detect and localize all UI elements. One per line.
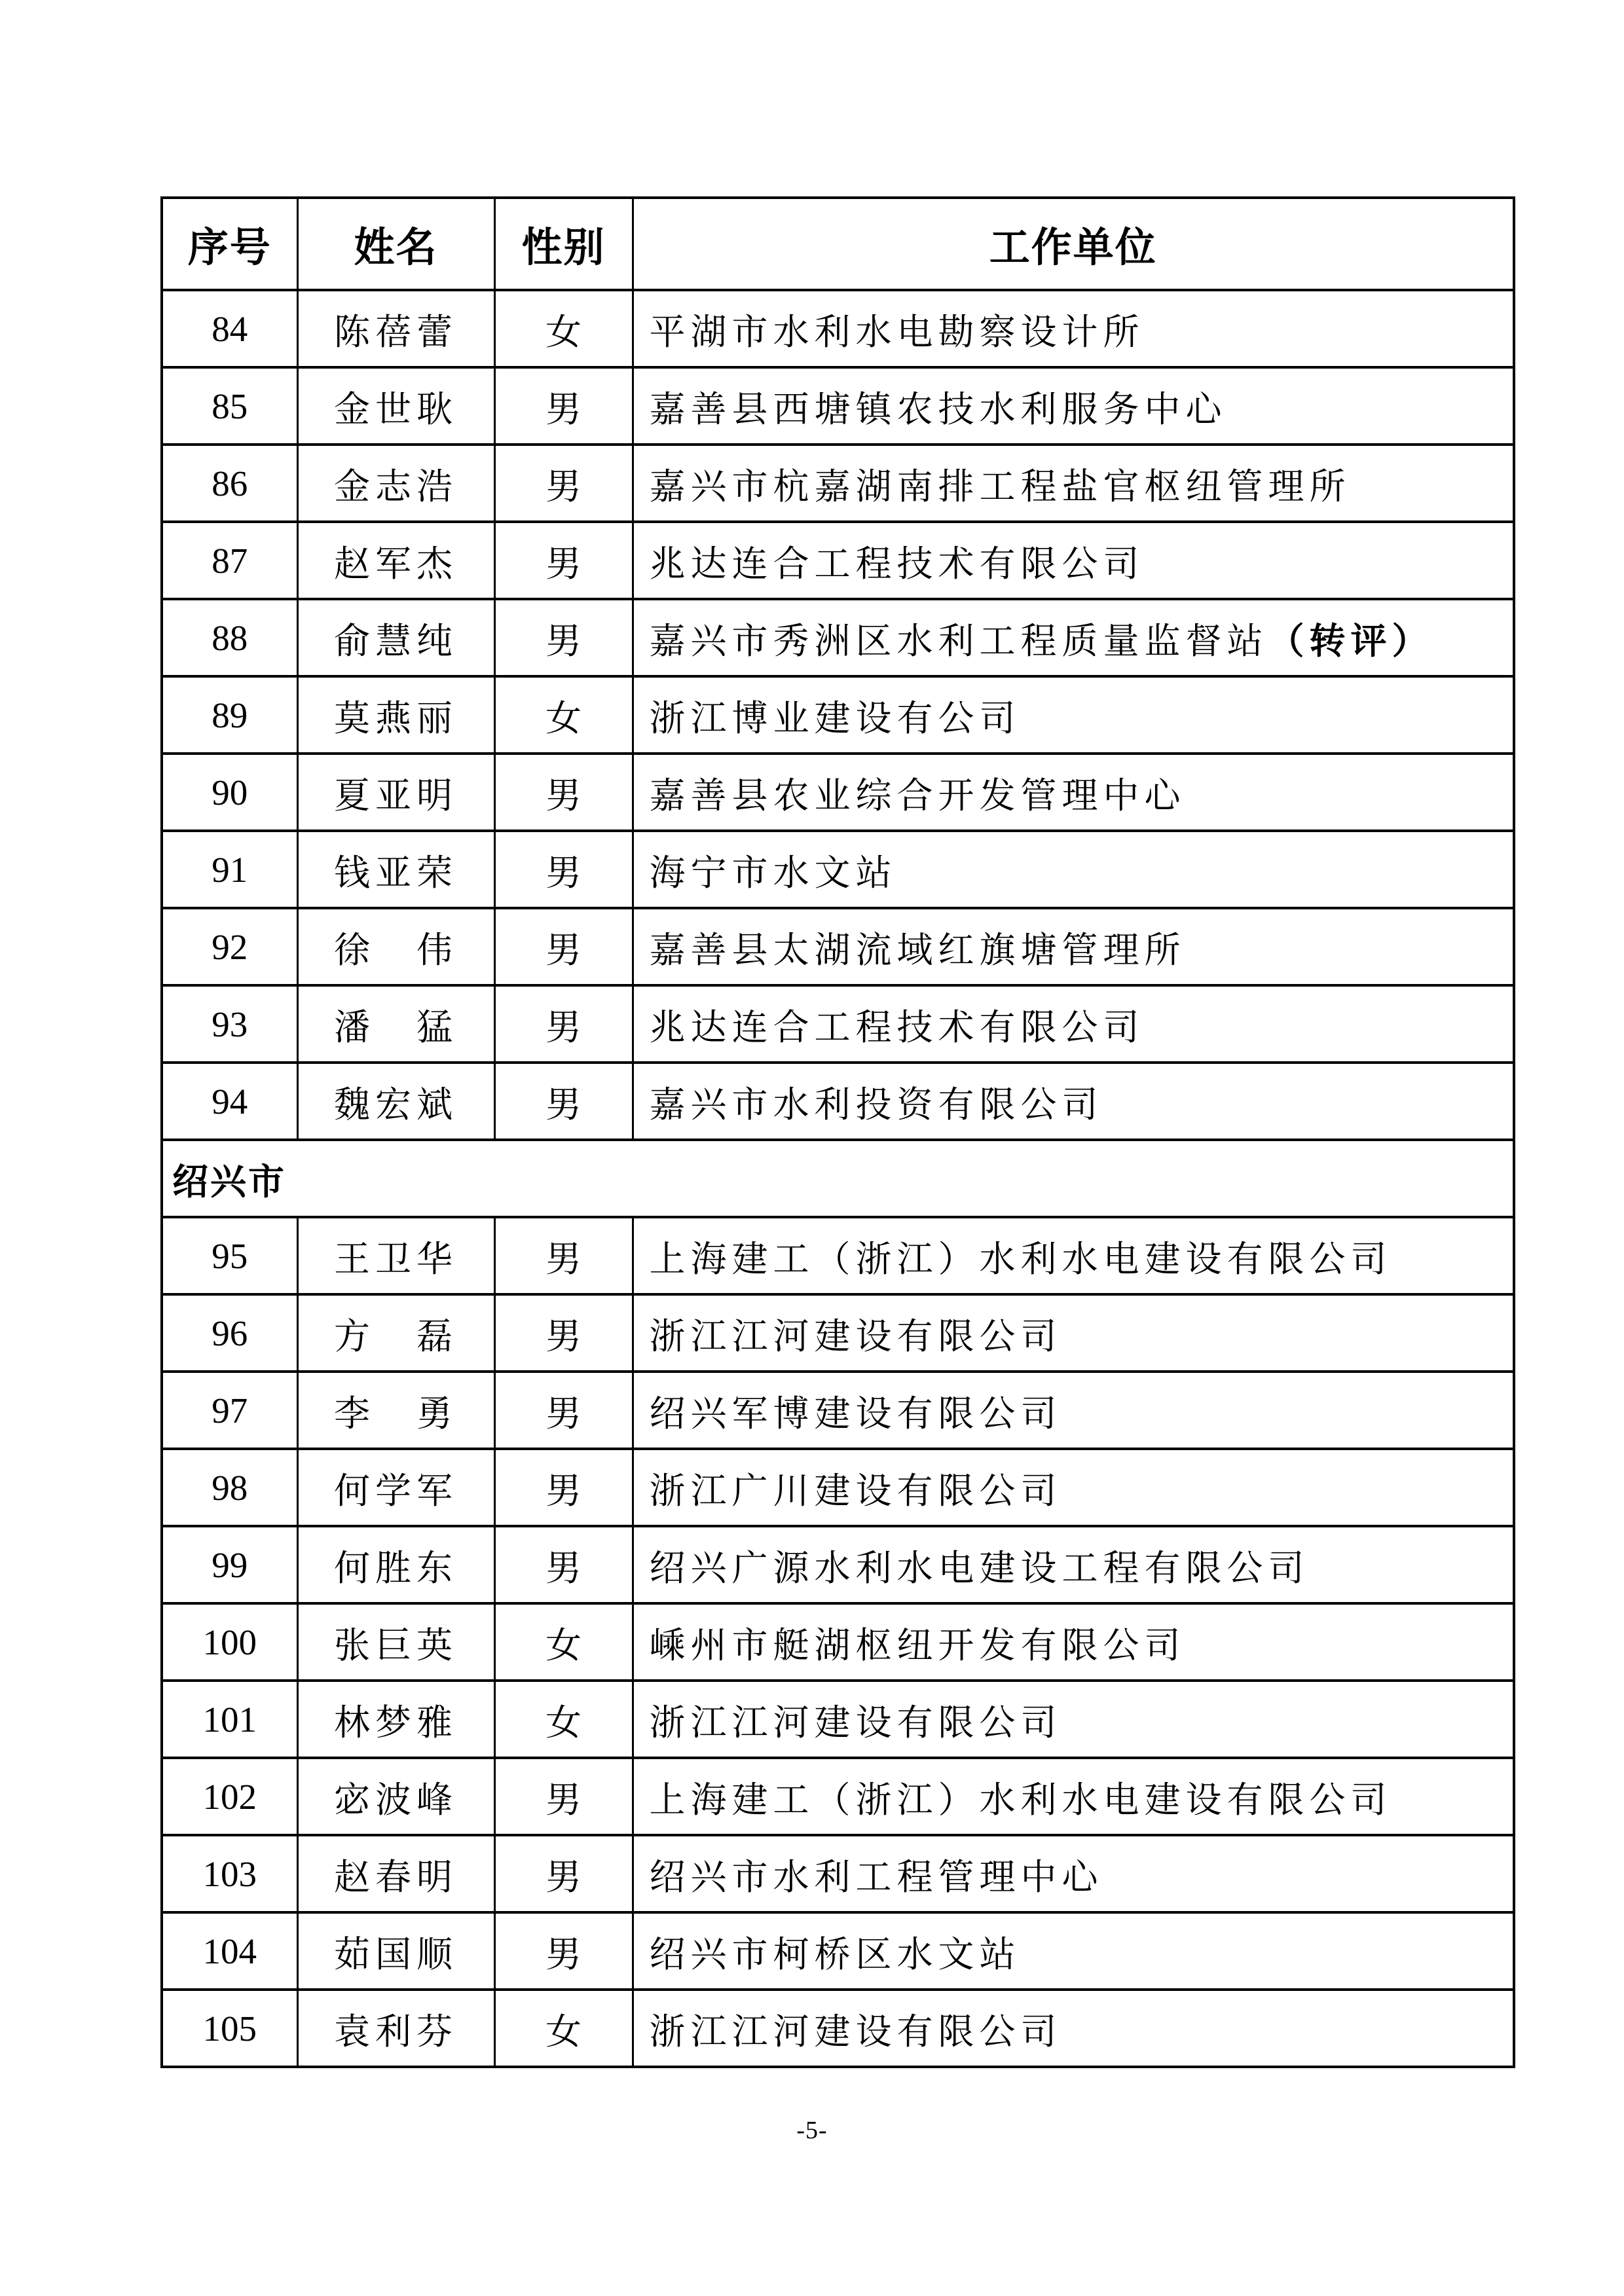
cell-name: 潘 猛 xyxy=(297,985,494,1063)
cell-work-unit xyxy=(633,445,1514,522)
cell-gender: 男 xyxy=(494,1294,633,1372)
cell-serial-number: 101 xyxy=(162,1681,297,1758)
cell-name: 俞慧纯 xyxy=(297,599,494,676)
table-row xyxy=(162,985,1514,1063)
table-row xyxy=(162,599,1514,676)
cell-name: 方 磊 xyxy=(297,1294,494,1372)
work-unit-text: 兆达连合工程技术有限公司 xyxy=(649,1007,1145,1048)
cell-work-unit xyxy=(633,1294,1514,1372)
cell-name: 金志浩 xyxy=(297,445,494,522)
cell-serial-number: 88 xyxy=(162,599,297,676)
cell-gender: 男 xyxy=(494,445,633,522)
table-row xyxy=(162,1294,1514,1372)
work-unit-text: 嘉兴市秀洲区水利工程质量监督站 xyxy=(649,621,1268,661)
col-header-gender: 性别 xyxy=(494,198,633,290)
cell-name: 陈蓓蕾 xyxy=(297,290,494,367)
work-unit-note: （转评） xyxy=(1268,620,1433,661)
cell-serial-number: 86 xyxy=(162,445,297,522)
work-unit-text: 海宁市水文站 xyxy=(649,852,897,893)
cell-serial-number: 92 xyxy=(162,908,297,985)
cell-name: 茹国顺 xyxy=(297,1912,494,1990)
cell-name: 徐 伟 xyxy=(297,908,494,985)
work-unit-text: 嘉善县西塘镇农技水利服务中心 xyxy=(649,389,1227,429)
cell-name: 林梦雅 xyxy=(297,1681,494,1758)
cell-gender: 女 xyxy=(494,1990,633,2067)
work-unit-text: 绍兴军博建设有限公司 xyxy=(649,1393,1062,1434)
cell-serial-number: 85 xyxy=(162,367,297,445)
cell-work-unit xyxy=(633,1372,1514,1449)
cell-serial-number: 97 xyxy=(162,1372,297,1449)
work-unit-text: 嘉善县农业综合开发管理中心 xyxy=(649,775,1186,816)
col-header-name: 姓名 xyxy=(297,198,494,290)
table-row xyxy=(162,367,1514,445)
cell-serial-number: 103 xyxy=(162,1835,297,1912)
cell-serial-number: 95 xyxy=(162,1217,297,1294)
cell-serial-number: 102 xyxy=(162,1758,297,1835)
work-unit-text: 上海建工（浙江）水利水电建设有限公司 xyxy=(649,1779,1392,1820)
table-row xyxy=(162,1835,1514,1912)
table-header xyxy=(162,198,1514,290)
cell-serial-number: 104 xyxy=(162,1912,297,1990)
work-unit-text: 上海建工（浙江）水利水电建设有限公司 xyxy=(649,1239,1392,1279)
cell-work-unit xyxy=(633,599,1514,676)
table-row xyxy=(162,1758,1514,1835)
cell-serial-number: 89 xyxy=(162,676,297,754)
table-row xyxy=(162,676,1514,754)
table-row xyxy=(162,1372,1514,1449)
work-unit-text: 嘉兴市杭嘉湖南排工程盐官枢纽管理所 xyxy=(649,466,1351,507)
cell-serial-number: 98 xyxy=(162,1449,297,1526)
work-unit-text: 兆达连合工程技术有限公司 xyxy=(649,543,1145,584)
cell-work-unit xyxy=(633,754,1514,831)
cell-work-unit xyxy=(633,985,1514,1063)
work-unit-text: 浙江江河建设有限公司 xyxy=(649,1702,1062,1743)
cell-gender: 男 xyxy=(494,754,633,831)
cell-gender: 男 xyxy=(494,367,633,445)
table-row xyxy=(162,1449,1514,1526)
cell-work-unit xyxy=(633,1835,1514,1912)
table-row xyxy=(162,1063,1514,1140)
cell-serial-number: 90 xyxy=(162,754,297,831)
cell-gender: 男 xyxy=(494,1835,633,1912)
work-unit-text: 绍兴广源水利水电建设工程有限公司 xyxy=(649,1548,1310,1588)
cell-serial-number: 94 xyxy=(162,1063,297,1140)
cell-gender: 男 xyxy=(494,1449,633,1526)
work-unit-text: 浙江江河建设有限公司 xyxy=(649,2011,1062,2052)
cell-gender: 男 xyxy=(494,599,633,676)
table-row xyxy=(162,1526,1514,1603)
cell-serial-number: 93 xyxy=(162,985,297,1063)
work-unit-text: 绍兴市柯桥区水文站 xyxy=(649,1934,1021,1975)
cell-serial-number: 96 xyxy=(162,1294,297,1372)
cell-name: 魏宏斌 xyxy=(297,1063,494,1140)
cell-work-unit xyxy=(633,1449,1514,1526)
cell-work-unit xyxy=(633,1603,1514,1681)
cell-work-unit xyxy=(633,1912,1514,1990)
col-header-no: 序号 xyxy=(162,198,297,290)
table-row xyxy=(162,1912,1514,1990)
work-unit-text: 嘉兴市水利投资有限公司 xyxy=(649,1084,1103,1125)
table-row xyxy=(162,1681,1514,1758)
cell-gender: 女 xyxy=(494,290,633,367)
cell-work-unit xyxy=(633,1990,1514,2067)
page-number: -5- xyxy=(796,2117,828,2144)
cell-gender: 女 xyxy=(494,1681,633,1758)
cell-name: 莫燕丽 xyxy=(297,676,494,754)
cell-serial-number: 84 xyxy=(162,290,297,367)
cell-serial-number: 105 xyxy=(162,1990,297,2067)
table-body xyxy=(162,290,1514,2067)
table-row xyxy=(162,1990,1514,2067)
cell-gender: 男 xyxy=(494,1372,633,1449)
cell-gender: 男 xyxy=(494,831,633,908)
cell-serial-number: 87 xyxy=(162,522,297,599)
cell-gender: 女 xyxy=(494,1603,633,1681)
table-row xyxy=(162,1603,1514,1681)
header-row xyxy=(162,198,1514,290)
table-row xyxy=(162,522,1514,599)
work-unit-text: 浙江广川建设有限公司 xyxy=(649,1470,1062,1511)
cell-work-unit xyxy=(633,676,1514,754)
section-label: 绍兴市 xyxy=(162,1140,1514,1217)
cell-serial-number: 100 xyxy=(162,1603,297,1681)
table-row xyxy=(162,754,1514,831)
cell-name: 赵军杰 xyxy=(297,522,494,599)
cell-work-unit xyxy=(633,908,1514,985)
cell-name: 袁利芬 xyxy=(297,1990,494,2067)
cell-serial-number: 99 xyxy=(162,1526,297,1603)
cell-name: 张巨英 xyxy=(297,1603,494,1681)
table-row xyxy=(162,831,1514,908)
cell-gender: 男 xyxy=(494,1912,633,1990)
cell-gender: 女 xyxy=(494,676,633,754)
cell-name: 何胜东 xyxy=(297,1526,494,1603)
cell-work-unit xyxy=(633,1526,1514,1603)
cell-gender: 男 xyxy=(494,908,633,985)
cell-gender: 男 xyxy=(494,1063,633,1140)
section-row xyxy=(162,1140,1514,1217)
table-row xyxy=(162,445,1514,522)
cell-gender: 男 xyxy=(494,1526,633,1603)
cell-work-unit xyxy=(633,1758,1514,1835)
cell-gender: 男 xyxy=(494,985,633,1063)
work-unit-text: 嵊州市艇湖枢纽开发有限公司 xyxy=(649,1625,1186,1666)
cell-gender: 男 xyxy=(494,522,633,599)
cell-work-unit xyxy=(633,1063,1514,1140)
cell-work-unit xyxy=(633,831,1514,908)
roster-table xyxy=(160,196,1515,2068)
cell-name: 夏亚明 xyxy=(297,754,494,831)
work-unit-text: 浙江江河建设有限公司 xyxy=(649,1316,1062,1357)
cell-gender: 男 xyxy=(494,1758,633,1835)
cell-work-unit xyxy=(633,1681,1514,1758)
cell-name: 赵春明 xyxy=(297,1835,494,1912)
cell-work-unit xyxy=(633,367,1514,445)
work-unit-text: 嘉善县太湖流域红旗塘管理所 xyxy=(649,930,1186,970)
work-unit-text: 绍兴市水利工程管理中心 xyxy=(649,1857,1103,1897)
work-unit-text: 平湖市水利水电勘察设计所 xyxy=(649,312,1145,352)
cell-gender: 男 xyxy=(494,1217,633,1294)
cell-name: 金世耿 xyxy=(297,367,494,445)
cell-name: 宓波峰 xyxy=(297,1758,494,1835)
cell-work-unit xyxy=(633,522,1514,599)
cell-work-unit xyxy=(633,290,1514,367)
cell-serial-number: 91 xyxy=(162,831,297,908)
cell-name: 钱亚荣 xyxy=(297,831,494,908)
work-unit-text: 浙江博业建设有公司 xyxy=(649,698,1021,738)
cell-work-unit xyxy=(633,1217,1514,1294)
col-header-unit: 工作单位 xyxy=(633,198,1514,290)
table-row xyxy=(162,1217,1514,1294)
table-row xyxy=(162,908,1514,985)
cell-name: 何学军 xyxy=(297,1449,494,1526)
cell-name: 李 勇 xyxy=(297,1372,494,1449)
cell-name: 王卫华 xyxy=(297,1217,494,1294)
table-row xyxy=(162,290,1514,367)
